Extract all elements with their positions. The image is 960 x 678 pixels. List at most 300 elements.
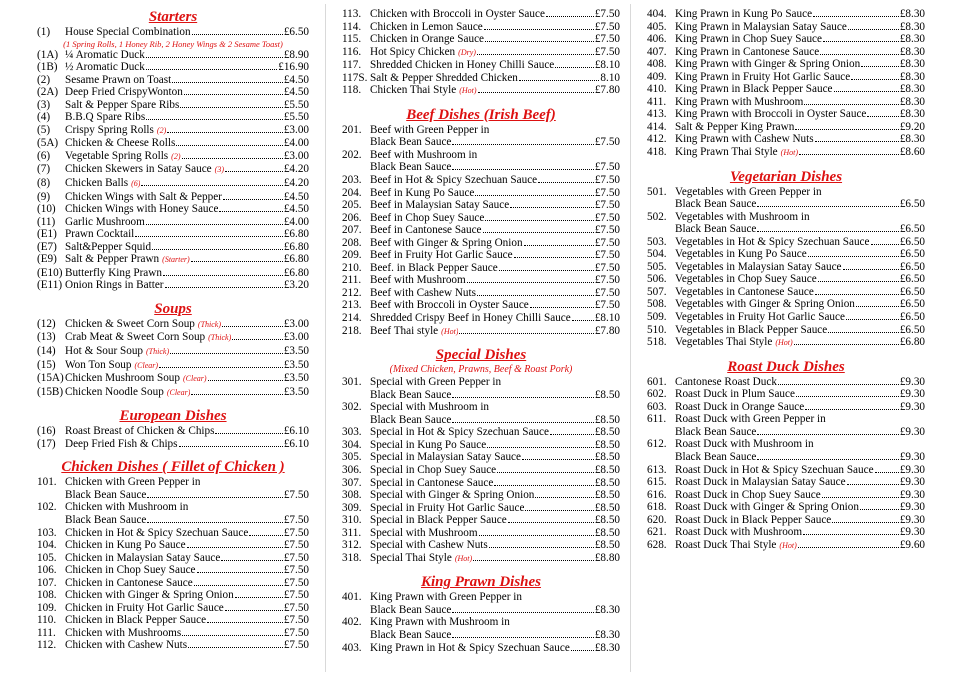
menu-item-line xyxy=(342,124,620,137)
item-name: Chicken Mushroom Soup xyxy=(65,372,180,385)
menu-item xyxy=(37,150,309,164)
menu-item xyxy=(37,124,309,138)
item-price: £3.00 xyxy=(283,331,309,344)
leader-dots xyxy=(459,333,593,334)
menu-item xyxy=(37,203,309,216)
item-name: Roast Duck with Mushroom in xyxy=(675,438,814,451)
item-name: Vegetables in Cantonese Sauce xyxy=(675,285,814,298)
item-name: Shredded Crispy Beef in Honey Chilli Sauce xyxy=(370,312,571,325)
item-name: Salt & Pepper Shredded Chicken xyxy=(370,71,518,84)
item-number: 312. xyxy=(342,539,362,552)
menu-item-line xyxy=(342,33,620,46)
leader-dots xyxy=(146,69,277,70)
item-note: (3) xyxy=(214,165,224,175)
item-name-wrap xyxy=(370,502,524,515)
menu-item xyxy=(37,476,309,501)
section-heading: Beef Dishes (Irish Beef) xyxy=(406,106,556,123)
item-price: £9.30 xyxy=(899,450,925,463)
item-name-wrap xyxy=(370,224,482,237)
item-name-wrap xyxy=(65,86,183,99)
item-name: Chicken with Cashew Nuts xyxy=(65,639,188,652)
menu-item-line xyxy=(647,236,925,249)
menu-item xyxy=(37,425,309,438)
menu-section xyxy=(37,300,309,399)
menu-item xyxy=(647,21,925,34)
menu-item xyxy=(647,211,925,236)
leader-dots xyxy=(847,484,899,485)
item-number: 212. xyxy=(342,286,362,299)
item-name-wrap xyxy=(675,58,860,71)
item-price: £3.00 xyxy=(283,149,309,162)
menu-item xyxy=(647,83,925,96)
item-price: £3.00 xyxy=(283,123,309,136)
item-name: Chicken with Mushroom in xyxy=(65,501,189,514)
menu-item xyxy=(342,312,620,325)
item-name-wrap xyxy=(65,614,206,627)
item-number: 303. xyxy=(342,426,362,439)
item-number: 101. xyxy=(37,476,57,489)
item-name: Special in Fruity Hot Garlic Sauce xyxy=(370,501,525,514)
item-number: (E7) xyxy=(37,240,57,253)
item-price: £7.50 xyxy=(283,614,309,627)
item-number: 104. xyxy=(37,539,57,552)
menu-item xyxy=(647,121,925,134)
menu-item xyxy=(342,59,620,72)
item-price: £3.50 xyxy=(283,385,309,398)
item-name-wrap xyxy=(370,249,513,262)
item-name-wrap xyxy=(675,83,833,96)
menu-item-line xyxy=(342,212,620,225)
item-number: 118. xyxy=(342,84,362,97)
menu-item xyxy=(37,639,309,652)
menu-section xyxy=(37,407,309,450)
item-name: King Prawn Thai Style xyxy=(675,146,778,159)
leader-dots xyxy=(499,270,594,271)
item-name: Cantonese Roast Duck xyxy=(675,375,777,388)
item-number: 201. xyxy=(342,123,362,136)
menu-item xyxy=(342,124,620,149)
section-heading: Starters xyxy=(148,9,198,25)
item-name: Roast Duck Thai Style xyxy=(675,538,777,551)
item-name: Roast Duck in Malaysian Satay Sauce xyxy=(675,476,846,489)
item-price: £3.50 xyxy=(283,358,309,371)
leader-dots xyxy=(571,650,594,651)
menu-item xyxy=(647,248,925,261)
item-number: 413. xyxy=(647,108,667,121)
leader-dots xyxy=(225,171,283,172)
leader-dots xyxy=(757,459,898,460)
item-price: £4.00 xyxy=(283,215,309,228)
leader-dots xyxy=(856,306,899,307)
menu-item-line xyxy=(647,376,925,389)
item-name-wrap xyxy=(675,476,846,489)
menu-item-line xyxy=(342,46,620,60)
menu-item-line xyxy=(647,413,925,426)
item-name: Chicken in Black Pepper Sauce xyxy=(65,614,207,627)
menu-item-line xyxy=(37,49,309,62)
leader-dots xyxy=(538,182,594,183)
leader-dots xyxy=(757,206,898,207)
menu-section xyxy=(647,358,925,553)
item-price: £7.50 xyxy=(594,261,620,274)
leader-dots xyxy=(815,294,899,295)
item-price: £4.20 xyxy=(283,163,309,176)
item-price: £7.50 xyxy=(594,274,620,287)
item-contents-note: (1 Spring Rolls, 1 Honey Rib, 2 Honey Wings & 2 Sesame Toast) xyxy=(63,38,283,49)
menu-item-line xyxy=(647,514,925,527)
item-number: 105. xyxy=(37,551,57,564)
menu-item xyxy=(342,451,620,464)
leader-dots xyxy=(832,522,899,523)
menu-item xyxy=(342,212,620,225)
item-number: 405. xyxy=(647,20,667,33)
menu-item-line xyxy=(647,58,925,71)
menu-item xyxy=(647,489,925,502)
menu-item xyxy=(37,345,309,359)
item-price: £6.50 xyxy=(899,298,925,311)
item-name-continued: Black Bean Sauce xyxy=(370,628,452,641)
item-note: (Thick) xyxy=(146,347,170,357)
item-name: Special with Mushroom in xyxy=(370,401,490,414)
menu-item-line xyxy=(647,311,925,324)
menu-item xyxy=(342,464,620,477)
item-name: Butterfly King Prawn xyxy=(65,266,162,279)
leader-dots xyxy=(514,257,594,258)
item-number: 621. xyxy=(647,526,667,539)
leader-dots xyxy=(828,332,899,333)
item-name: Roast Duck in Plum Sauce xyxy=(675,388,795,401)
item-name-wrap xyxy=(65,203,218,216)
item-note: (Hot) xyxy=(775,338,793,348)
item-number: 401. xyxy=(342,591,362,604)
section-heading: Chicken Dishes ( Fillet of Chicken ) xyxy=(61,459,285,476)
item-number: 115. xyxy=(342,33,362,46)
item-name: King Prawn with Broccoli in Oyster Sauce xyxy=(675,108,867,121)
menu-item xyxy=(647,96,925,109)
item-name-wrap xyxy=(370,199,509,212)
leader-dots xyxy=(818,281,899,282)
item-name-continued: Black Bean Sauce xyxy=(675,223,757,236)
item-number: (5A) xyxy=(37,137,59,150)
leader-dots xyxy=(452,144,593,145)
menu-item xyxy=(342,527,620,540)
item-name: King Prawn in Fruity Hot Garlic Sauce xyxy=(675,70,851,83)
item-price: £5.50 xyxy=(283,98,309,111)
menu-item xyxy=(37,111,309,124)
item-price: £7.50 xyxy=(594,136,620,149)
item-price: £8.60 xyxy=(899,146,925,159)
menu-item xyxy=(647,476,925,489)
item-name: Vegetables in Chop Suey Sauce xyxy=(675,273,817,286)
item-name: Special in Kung Po Sauce xyxy=(370,438,487,451)
item-name-wrap xyxy=(370,514,507,527)
item-note: (Hot) xyxy=(459,86,477,96)
item-name: Crab Meat & Sweet Corn Soup xyxy=(65,331,206,344)
item-name: House Special Combination xyxy=(65,26,191,38)
menu-item xyxy=(647,46,925,59)
leader-dots xyxy=(249,535,283,536)
item-name-wrap xyxy=(65,589,234,602)
menu-item-line xyxy=(647,489,925,502)
item-name: Chicken Wings with Salt & Pepper xyxy=(65,190,222,203)
item-name-wrap xyxy=(370,325,458,339)
menu-item-line xyxy=(647,146,925,160)
menu-item-line xyxy=(342,539,620,552)
item-price: £8.50 xyxy=(594,451,620,464)
item-name: Vegetables in Malaysian Satay Sauce xyxy=(675,260,842,273)
item-name-wrap xyxy=(675,121,794,134)
item-price: £9.30 xyxy=(899,388,925,401)
menu-item-line xyxy=(647,186,925,199)
item-name-wrap xyxy=(65,372,207,386)
item-price: £8.30 xyxy=(899,58,925,71)
menu-item xyxy=(647,108,925,121)
item-name: B.B.Q Spare Ribs xyxy=(65,111,146,124)
menu-item xyxy=(647,8,925,21)
item-name: King Prawn in Black Pepper Sauce xyxy=(675,83,833,96)
item-number: (11) xyxy=(37,215,56,228)
leader-dots xyxy=(871,244,899,245)
item-name-wrap xyxy=(675,489,821,502)
item-number: 214. xyxy=(342,312,362,325)
item-price: £7.50 xyxy=(283,639,309,652)
menu-item-line xyxy=(37,489,309,502)
menu-item-line xyxy=(342,464,620,477)
item-name-wrap xyxy=(675,324,827,337)
item-price: £7.50 xyxy=(283,576,309,589)
leader-dots xyxy=(452,422,593,423)
menu-item xyxy=(342,262,620,275)
item-name: Hot Spicy Chicken xyxy=(370,45,456,58)
item-price: £6.50 xyxy=(899,273,925,286)
item-price: £7.50 xyxy=(594,8,620,20)
menu-item xyxy=(37,527,309,540)
item-name-wrap xyxy=(675,261,842,274)
item-name-wrap xyxy=(65,438,178,451)
menu-item-line xyxy=(647,426,925,439)
menu-item-line xyxy=(37,589,309,602)
item-price: £9.30 xyxy=(899,463,925,476)
leader-dots xyxy=(165,287,283,288)
item-name: ½ Aromatic Duck xyxy=(65,61,145,74)
leader-dots xyxy=(796,396,899,397)
leader-dots xyxy=(535,497,593,498)
item-price: £3.50 xyxy=(283,372,309,385)
item-name-wrap xyxy=(65,331,231,345)
item-number: (1) xyxy=(37,26,51,38)
item-price: £7.80 xyxy=(594,84,620,97)
item-name: Beef with Broccoli in Oyster Sauce xyxy=(370,299,529,312)
menu-item xyxy=(37,163,309,177)
menu-item-line xyxy=(647,33,925,46)
menu-item xyxy=(37,577,309,590)
column-divider xyxy=(630,4,631,672)
menu-item-line xyxy=(37,425,309,438)
item-number: 408. xyxy=(647,58,667,71)
item-number: 411. xyxy=(647,95,667,108)
item-price: £8.30 xyxy=(899,33,925,46)
item-number: 603. xyxy=(647,400,667,413)
menu-item xyxy=(37,318,309,332)
item-number: 502. xyxy=(647,210,667,223)
item-name-wrap xyxy=(370,489,534,502)
item-note: (6) xyxy=(131,179,141,189)
item-number: 505. xyxy=(647,260,667,273)
menu-item-line xyxy=(342,451,620,464)
menu-item xyxy=(37,552,309,565)
item-price: £8.30 xyxy=(899,95,925,108)
item-number: (8) xyxy=(37,177,51,190)
item-name-wrap xyxy=(65,425,214,438)
item-number: 601. xyxy=(647,375,667,388)
item-name: Vegetables in Black Pepper Sauce xyxy=(675,323,828,336)
menu-item-line xyxy=(37,476,309,489)
item-price: £7.50 xyxy=(283,526,309,539)
item-number: 404. xyxy=(647,8,667,20)
leader-dots xyxy=(452,169,593,170)
menu-item-line xyxy=(342,136,620,149)
item-name: Deep Fried CrispyWonton xyxy=(65,86,183,99)
item-price: £7.50 xyxy=(594,299,620,312)
leader-dots xyxy=(485,41,594,42)
item-number: 205. xyxy=(342,199,362,212)
menu-item xyxy=(37,372,309,386)
item-price: £4.20 xyxy=(283,177,309,190)
item-number: 509. xyxy=(647,311,667,324)
item-number: 302. xyxy=(342,401,362,414)
leader-dots xyxy=(489,547,594,548)
item-number: (1B) xyxy=(37,61,58,74)
item-price: £9.30 xyxy=(899,400,925,413)
item-name-wrap xyxy=(370,642,570,655)
menu-item xyxy=(647,311,925,324)
menu-item xyxy=(342,439,620,452)
item-number: 103. xyxy=(37,526,57,539)
leader-dots xyxy=(147,497,282,498)
item-name-wrap xyxy=(65,163,224,177)
item-name: Chicken Noodle Soup xyxy=(65,385,164,398)
item-name: Special Thai Style xyxy=(370,551,452,564)
leader-dots xyxy=(519,80,600,81)
menu-item-line xyxy=(342,237,620,250)
menu-item-line xyxy=(37,386,309,400)
menu-item xyxy=(342,174,620,187)
item-name: Chicken in Chop Suey Sauce xyxy=(65,564,196,577)
item-number: 409. xyxy=(647,70,667,83)
item-name-wrap xyxy=(65,150,181,164)
menu-section xyxy=(342,573,620,654)
item-name: Vegetables with Mushroom in xyxy=(675,210,810,223)
leader-dots xyxy=(485,220,593,221)
menu-item-line xyxy=(342,552,620,566)
leader-dots xyxy=(188,647,283,648)
item-name-wrap xyxy=(65,61,145,74)
item-name-wrap xyxy=(370,237,523,250)
menu-item xyxy=(647,298,925,311)
menu-column-1 xyxy=(37,8,309,652)
item-note: (Hot) xyxy=(441,326,459,336)
item-name: Chicken in Hot & Spicy Szechuan Sauce xyxy=(65,526,249,539)
item-name-wrap xyxy=(675,401,804,414)
item-number: 308. xyxy=(342,489,362,502)
menu-section xyxy=(342,106,620,338)
leader-dots xyxy=(798,547,899,548)
leader-dots xyxy=(823,41,899,42)
section-heading: European Dishes xyxy=(119,408,227,425)
menu-item xyxy=(342,72,620,85)
leader-dots xyxy=(163,275,283,276)
item-number: 117. xyxy=(342,59,362,72)
menu-item-line xyxy=(37,163,309,177)
menu-item xyxy=(647,146,925,160)
item-number: 207. xyxy=(342,224,362,237)
item-number: (14) xyxy=(37,345,56,358)
item-name: Chicken Skewers in Satay Sauce xyxy=(65,163,212,176)
item-price: £7.50 xyxy=(283,488,309,501)
item-price: £6.10 xyxy=(283,437,309,450)
item-name: Chicken in Orange Sauce xyxy=(370,33,485,46)
menu-item-line xyxy=(37,267,309,280)
leader-dots xyxy=(834,91,899,92)
leader-dots xyxy=(822,497,899,498)
leader-dots xyxy=(477,295,594,296)
item-number: 202. xyxy=(342,148,362,161)
item-name-wrap xyxy=(65,267,162,280)
menu-item xyxy=(342,489,620,502)
leader-dots xyxy=(473,560,594,561)
menu-item xyxy=(37,49,309,62)
item-name-wrap xyxy=(370,174,537,187)
leader-dots xyxy=(867,116,898,117)
leader-dots xyxy=(550,434,594,435)
item-price: £6.50 xyxy=(899,323,925,336)
item-name-wrap xyxy=(675,21,847,34)
menu-item-line xyxy=(37,86,309,99)
leader-dots xyxy=(483,232,594,233)
item-price: £7.50 xyxy=(594,211,620,224)
item-name: Chicken Wings with Honey Sauce xyxy=(65,203,219,216)
menu-item-line xyxy=(342,174,620,187)
leader-dots xyxy=(804,104,898,105)
leader-dots xyxy=(225,610,283,611)
item-price: £9.30 xyxy=(899,513,925,526)
item-number: 218. xyxy=(342,324,362,337)
item-number: 204. xyxy=(342,186,362,199)
menu-item xyxy=(342,552,620,566)
item-name: Chicken Balls xyxy=(65,177,129,190)
menu-item-line xyxy=(647,96,925,109)
item-price: £8.30 xyxy=(594,603,620,616)
menu-item-line xyxy=(37,26,309,39)
item-name: Roast Duck with Ginger & Spring Onion xyxy=(675,501,859,514)
item-price: £7.50 xyxy=(594,33,620,46)
item-number: (4) xyxy=(37,111,51,124)
item-number: 310. xyxy=(342,514,362,527)
item-name: Beef with Mushroom xyxy=(370,274,466,287)
item-name: Beef Thai style xyxy=(370,324,439,337)
menu-item-line xyxy=(342,262,620,275)
item-name: King Prawn with Ginger & Spring Onion xyxy=(675,58,861,71)
item-name: Beef in Cantonese Sauce xyxy=(370,224,482,237)
menu-item-line xyxy=(37,564,309,577)
item-name-wrap xyxy=(65,228,134,241)
item-number: 102. xyxy=(37,501,57,514)
item-name-wrap xyxy=(675,298,855,311)
menu-item xyxy=(647,464,925,477)
item-number: (12) xyxy=(37,317,56,330)
leader-dots xyxy=(191,261,283,262)
menu-item-line xyxy=(342,325,620,339)
